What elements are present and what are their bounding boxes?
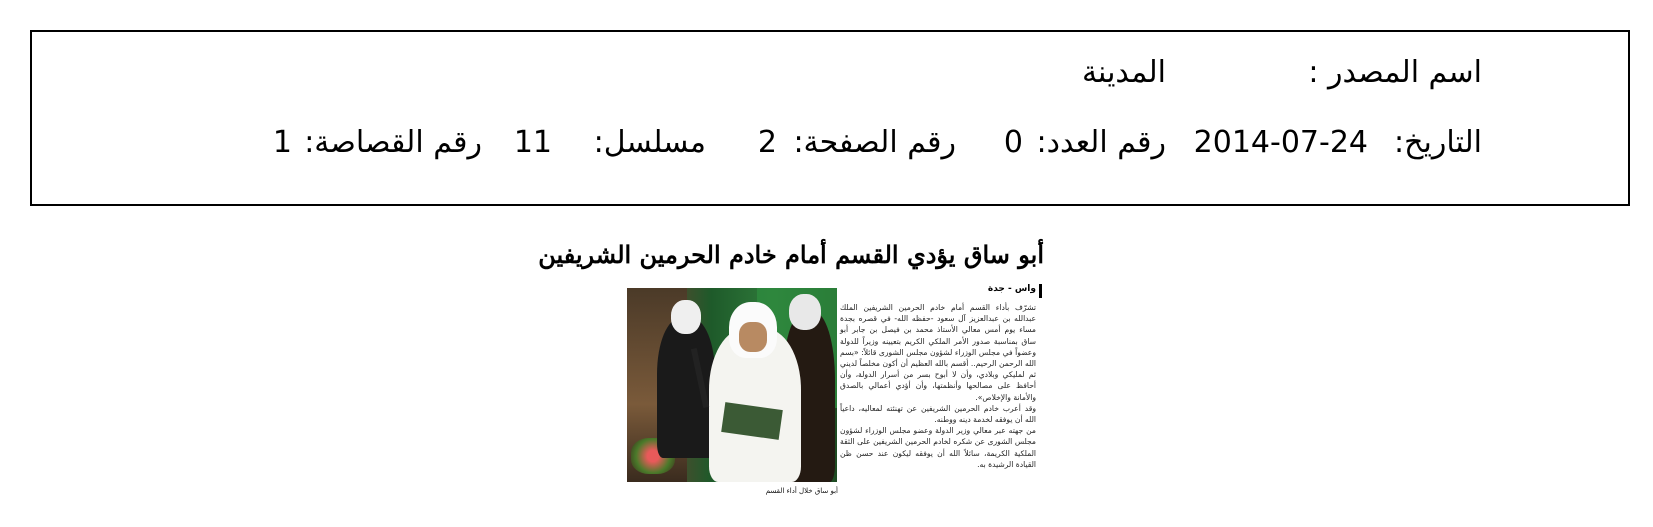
article-paragraph: تشرّف بأداء القسم أمام خادم الحرمين الشريفين الملك عبدالله بن عبدالعزيز آل سعود -حفظه الله- في قصره بجدة مساء يوم أمس معالي الأستاذ محمد بن فيصل بن جابر أبو ساق بمناسبة صدور الأمر الملكي الكريم بتعيينه وزيراً للدولة وعضواً في مجلس الوزراء لشؤون مجلس الشورى قائلاً: «بسم الله الرحمن الرحيم.. أقسم بالله العظيم أن أكون مخلصاً لديني ثم لمليكي وبلادي، وأن لا أبوح بسر من أسرار الدولة، وأن أحافظ على مصالحها وأنظمتها، وأن أؤدي أعمالي بالصدق والأمانة والإخلاص».: [840, 303, 1036, 402]
article-headline: أبو ساق يؤدي القسم أمام خادم الحرمين الشريفين: [538, 240, 1044, 269]
clip-number-label: رقم القصاصة:: [304, 125, 482, 160]
source-value: المدينة: [1081, 55, 1166, 90]
byline-accent-bar: [1039, 284, 1042, 298]
date-label: التاريخ:: [1394, 125, 1482, 160]
serial-value: 11: [513, 125, 552, 160]
newspaper-clipping: [538, 240, 1044, 526]
article-paragraph: من جهته عبر معالي وزير الدولة وعضو مجلس الوزراء لشؤون مجلس الشورى عن شكره لخادم الحرمين الشريفين على الثقة الملكية الكريمة، سائلاً الله أن يوفقه ليكون عند حسن ظن القيادة الرشيدة به.: [840, 426, 1036, 469]
article-photo: [627, 288, 837, 482]
attendee-left-figure: [657, 318, 715, 458]
minister-face: [739, 322, 767, 352]
serial-label: مسلسل:: [593, 125, 706, 160]
photo-caption: أبو ساق خلال أداء القسم: [765, 487, 838, 495]
page-label: رقم الصفحة:: [793, 125, 956, 160]
source-label: اسم المصدر :: [1308, 55, 1482, 90]
clip-number-value: 1: [272, 125, 292, 160]
article-byline: واس - جدة: [987, 284, 1036, 294]
clipping-header-box: [30, 30, 1630, 206]
page-value: 2: [757, 125, 777, 160]
date-value: 2014-07-24: [1193, 125, 1368, 160]
article-paragraph: وقد أعرب خادم الحرمين الشريفين عن تهنئته لمعاليه، داعياً الله أن يوفقه لخدمة دينه ووطنه.: [840, 403, 1036, 425]
attendee-right-head: [789, 294, 821, 330]
issue-label: رقم العدد:: [1036, 125, 1166, 160]
article-body: [840, 302, 1036, 470]
attendee-left-head: [671, 300, 701, 334]
issue-value: 0: [1003, 125, 1023, 160]
